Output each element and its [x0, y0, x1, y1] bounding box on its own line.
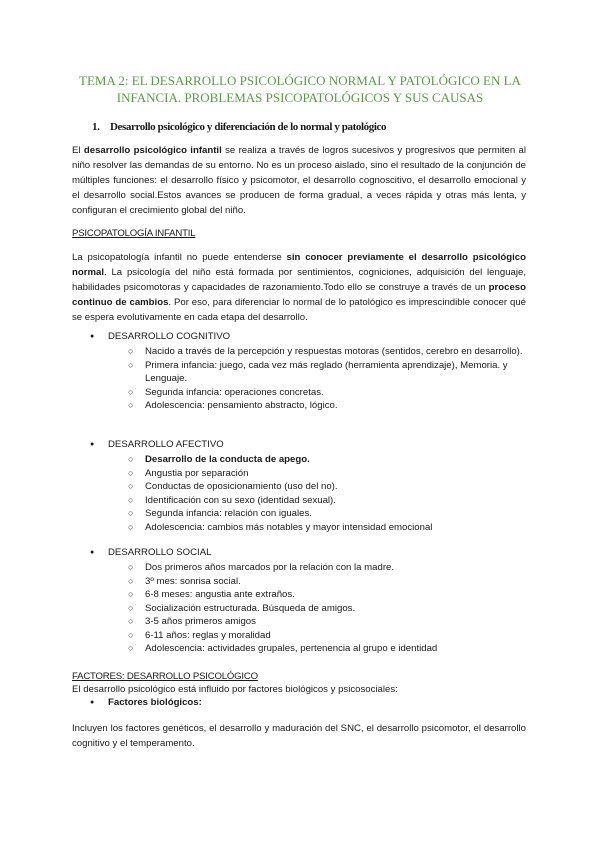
list-item: [128, 521, 528, 535]
circle-bullet-icon: ○: [128, 562, 134, 572]
circle-bullet-icon: ○: [128, 521, 134, 532]
psicopatologia-paragraph: [72, 250, 526, 325]
list-item: [128, 399, 528, 413]
list-item: [128, 575, 528, 589]
circle-bullet-icon: ○: [128, 346, 134, 356]
bullet-icon: ●: [90, 333, 95, 340]
list-item: [128, 453, 528, 467]
afectivo-title-text: DESARROLLO AFECTIVO: [108, 439, 224, 450]
list-item-text: Conductas de oposicionamiento (uso del no).: [145, 481, 338, 492]
intro-text-a: El: [72, 145, 84, 156]
psico-text-a: La psicopatología infantil no puede entenderse: [72, 252, 287, 263]
circle-bullet-icon: ○: [128, 602, 134, 613]
intro-paragraph: [72, 143, 526, 218]
bullet-icon: ●: [90, 441, 95, 448]
list-item-text: 3º mes: sonrisa social.: [145, 575, 241, 587]
section-social-title: [90, 547, 211, 558]
list-item-text: Dos primeros años marcados por la relación con la madre.: [145, 562, 395, 573]
social-title-text: DESARROLLO SOCIAL: [108, 547, 212, 558]
bullet-icon: ●: [90, 699, 95, 706]
factores-biologicos-paragraph: Incluyen los factores genéticos, el desarrollo y maduración del SNC, el desarrollo psicomotor, el desarrollo cognitivo y el temperamento.: [72, 723, 526, 749]
circle-bullet-icon: ○: [128, 575, 134, 586]
circle-bullet-icon: ○: [128, 400, 134, 410]
section-afectivo-title: [90, 439, 224, 450]
social-list: [128, 561, 528, 656]
afectivo-list: [128, 453, 528, 534]
list-item-text: Segunda infancia: operaciones concretas.: [145, 386, 324, 398]
list-item-text: Adolescencia: cambios más notables y mayor intensidad emocional: [145, 521, 433, 533]
psico-text-e: . Por eso, para diferenciar lo normal de lo patológico es imprescindible conocer qué se espera evolutivamente en cada etapa del desarrollo.: [72, 297, 526, 323]
section-cognitivo-title: [90, 331, 230, 342]
list-item: [128, 359, 528, 386]
list-item-text: Adolescencia: pensamiento abstracto, lógico.: [145, 400, 338, 411]
list-item-text: Adolescencia: actividades grupales, pertenencia al grupo e identidad: [145, 643, 438, 654]
factores-biologicos-label: [90, 697, 202, 708]
list-item-text: Primera infancia: juego, cada vez más reglado (herramienta aprendizaje), Memoria. y Lenguaje.: [145, 359, 508, 384]
list-item: [128, 386, 528, 400]
circle-bullet-icon: ○: [128, 589, 134, 599]
section-heading-1: [92, 121, 386, 133]
title-line-1: TEMA 2: EL DESARROLLO PSICOLÓGICO NORMAL Y PATOLÓGICO EN LA: [79, 73, 521, 88]
title-line-2: INFANCIA. PROBLEMAS PSICOPATOLÓGICOS Y SUS CAUSAS: [116, 90, 484, 105]
list-item: [128, 345, 528, 359]
list-item: [128, 561, 528, 575]
list-item-text: Desarrollo de la conducta de apego.: [145, 454, 310, 465]
list-item: [128, 588, 528, 602]
psico-text-bold-1: sin conocer previamente el desarrollo psicológico normal: [72, 252, 526, 278]
bullet-icon: ●: [90, 549, 95, 556]
document-title: [40, 72, 560, 106]
psicopatologia-heading: PSICOPATOLOGÍA INFANTIL: [72, 228, 196, 239]
list-item-text: Angustia por separación: [145, 467, 249, 479]
circle-bullet-icon: ○: [128, 467, 134, 478]
psico-text-bold-2: proceso continuo de cambios: [72, 282, 526, 308]
cognitivo-list: [128, 345, 528, 413]
circle-bullet-icon: ○: [128, 454, 134, 464]
list-item: [128, 642, 528, 656]
factores-intro-line: El desarrollo psicológico está influido por factores biológicos y psicosociales:: [72, 684, 398, 695]
circle-bullet-icon: ○: [128, 629, 134, 640]
list-item-text: 3-5 años primeros amigos: [145, 616, 256, 627]
heading-number: 1.: [92, 121, 100, 133]
list-item-text: 6-11 años: reglas y moralidad: [145, 629, 271, 641]
circle-bullet-icon: ○: [128, 494, 134, 505]
intro-text-bold: desarrollo psicológico infantil: [83, 145, 222, 156]
psico-text-c: . La psicología del niño está formada por sentimientos, cogniciones, adquisición del lenguaje, habilidades psicomotoras y capacidades de razonamiento.Todo ello se construye a través de un: [72, 267, 526, 293]
list-item: [128, 615, 528, 629]
list-item: [128, 507, 528, 521]
list-item-text: Identificación con su sexo (identidad sexual).: [145, 494, 336, 506]
circle-bullet-icon: ○: [128, 616, 134, 626]
list-item-text: 6-8 meses: angustia ante extraños.: [145, 589, 295, 600]
list-item: [128, 494, 528, 508]
factores-heading: FACTORES: DESARROLLO PSICOLÓGICO: [72, 671, 258, 682]
list-item: [128, 602, 528, 616]
circle-bullet-icon: ○: [128, 386, 134, 397]
list-item: [128, 480, 528, 494]
biologicos-label-text: Factores biológicos:: [108, 697, 202, 708]
list-item-text: Nacido a través de la percepción y respuestas motoras (sentidos, cerebro en desarrollo).: [145, 346, 523, 357]
heading-text: Desarrollo psicológico y diferenciación de lo normal y patológico: [110, 121, 387, 133]
list-item: [128, 629, 528, 643]
circle-bullet-icon: ○: [128, 359, 134, 370]
list-item-text: Socialización estructurada. Búsqueda de amigos.: [145, 602, 356, 614]
list-item-text: Segunda infancia: relación con iguales.: [145, 508, 312, 519]
cognitivo-title-text: DESARROLLO COGNITIVO: [108, 331, 231, 342]
circle-bullet-icon: ○: [128, 508, 134, 518]
intro-text-c: se realiza a través de logros sucesivos y progresivos que permiten al niño resolver las demandas de su entorno. No es un proceso aislado, sino el resultado de la conjunción de múltiples funciones: el desarrollo físico y psicomotor, el desarrollo cognoscitivo, el desarrollo emocional y el desarrollo social.Estos avances se producen de forma gradual, a veces rápida y otras más lenta, y configuran el crecimiento global del niño.: [72, 145, 526, 216]
list-item: [128, 467, 528, 481]
circle-bullet-icon: ○: [128, 643, 134, 653]
circle-bullet-icon: ○: [128, 481, 134, 491]
